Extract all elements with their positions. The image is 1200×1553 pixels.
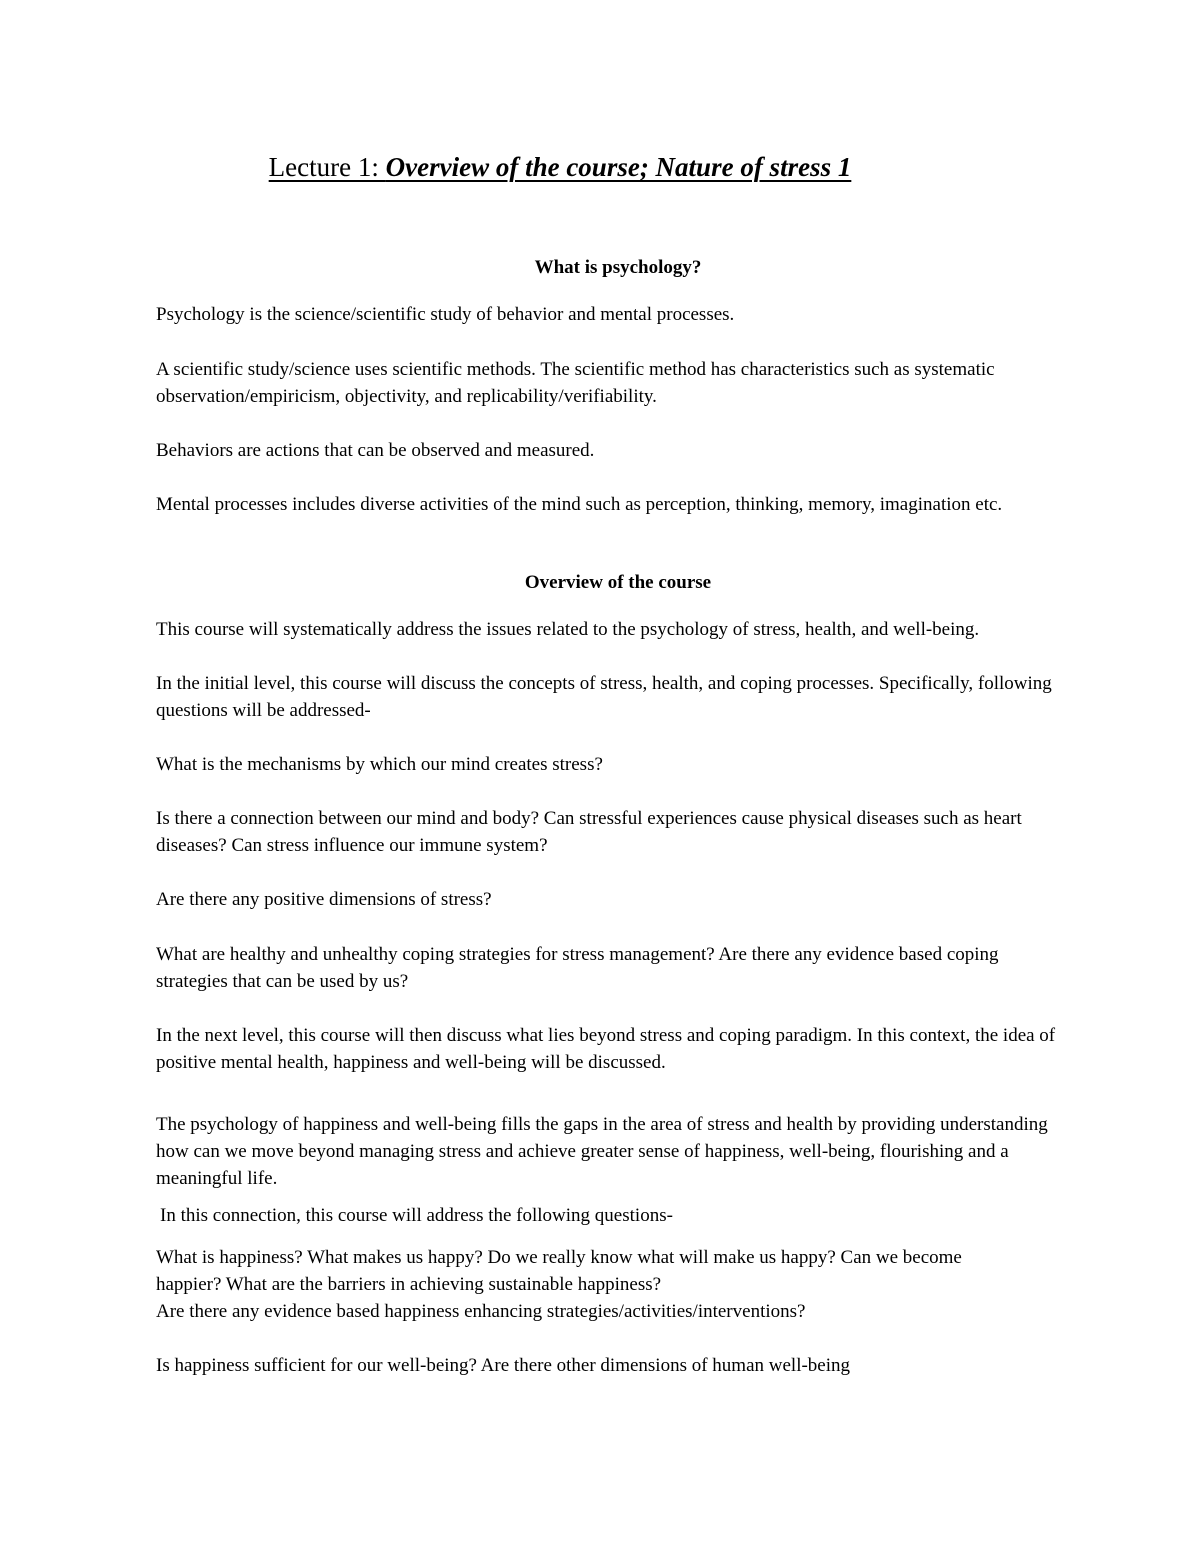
question-item: What is happiness? What makes us happy? Do we really know what will make us happy? Can we become happier? What are the barriers in achieving sustainable happiness? [156, 1247, 962, 1295]
title-italic: Overview of the course; Nature of stress 1 [385, 152, 852, 182]
paragraph: Mental processes includes diverse activities of the mind such as perception, thinking, memory, imagination etc. [156, 494, 1003, 515]
paragraph: In the initial level, this course will discuss the concepts of stress, health, and coping processes. Specifically, following questions will be addressed- [156, 673, 1052, 721]
paragraph: In the next level, this course will then discuss what lies beyond stress and coping paradigm. In this context, the idea of positive mental health, happiness and well-being will be discussed. [156, 1025, 1056, 1073]
question-item: Is there a connection between our mind and body? Can stressful experiences cause physical diseases such as heart diseases? Can stress influence our immune system? [156, 808, 1022, 856]
paragraph: A scientific study/science uses scientific methods. The scientific method has characteristics such as systematic observation/empiricism, objectivity, and replicability/verifiability. [156, 359, 995, 407]
question-item: Are there any positive dimensions of stress? [156, 889, 492, 910]
paragraph: Psychology is the science/scientific study of behavior and mental processes. [156, 304, 735, 325]
paragraph: In this connection, this course will address the following questions- [160, 1205, 673, 1226]
heading-overview-of-the-course: Overview of the course [524, 572, 712, 593]
question-item: Are there any evidence based happiness enhancing strategies/activities/interventions? [156, 1301, 806, 1322]
paragraph: This course will systematically address the issues related to the psychology of stress, health, and well-being. [156, 619, 980, 640]
paragraph: The psychology of happiness and well-being fills the gaps in the area of stress and health by providing understanding how can we move beyond managing stress and achieve greater sense of happiness, well-being, flourishing and a meaningful life. [156, 1114, 1048, 1189]
lecture-title [0, 152, 1120, 183]
question-item: What is the mechanisms by which our mind creates stress? [156, 754, 603, 775]
title-prefix: Lecture 1: [268, 152, 386, 182]
question-item: Is happiness sufficient for our well-being? Are there other dimensions of human well-being [156, 1355, 851, 1376]
question-item: What are healthy and unhealthy coping strategies for stress management? Are there any evidence based coping strategies that can be used by us? [156, 944, 999, 992]
paragraph: Behaviors are actions that can be observed and measured. [156, 440, 595, 461]
heading-what-is-psychology: What is psychology? [534, 257, 702, 278]
